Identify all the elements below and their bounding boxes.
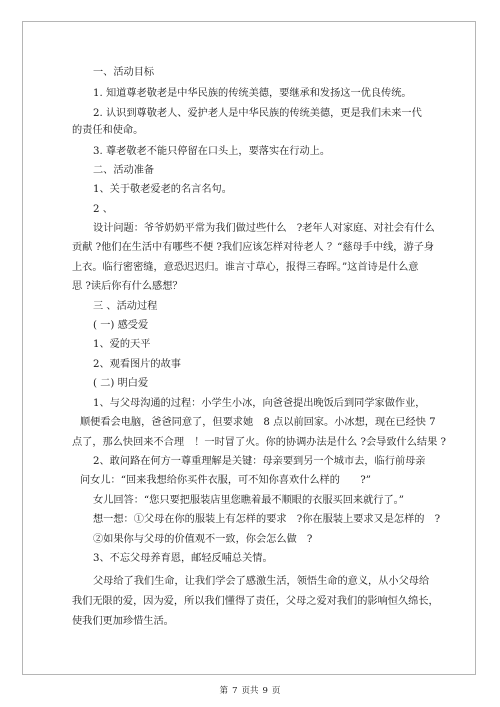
goal-2-cont: 的责任和使命。 (72, 125, 144, 136)
understand-1-cont-2: 点了，那么快回来不合理 ！一时冒了火。你的协调办法是什么 ?会导致什么结果 ? (72, 437, 446, 448)
think-1: 想一想：①父母在你的服装上有怎样的要求 ?你在服装上要求又是怎样的 ? (93, 514, 441, 525)
current-page-number: 7 (232, 686, 238, 696)
heading-prep: 二、活动准备 (93, 165, 155, 176)
think-2: ②如果你与父母的价值观不一致，你会怎么做 ? (93, 534, 313, 545)
footer-mid: 页共 (241, 686, 259, 696)
heading-process: 三 、活动过程 (93, 301, 158, 312)
understand-2: 2、敢问路在何方一尊重理解是关键：母亲要到另一个城市去，临行前母亲 (93, 456, 426, 467)
design-question: 设计问题：爷爷奶奶平常为我们做过些什么 ?老年人对家庭、对社会有什么 (93, 223, 435, 234)
daughter-answer: 女儿回答：“您只要把服装店里您瞧着最不顺眼的衣服买回来就行了。” (93, 495, 404, 506)
total-page-count: 9 (262, 686, 268, 696)
design-question-cont-3: 思 ?读后你有什么感想？ (72, 281, 183, 292)
goal-1: 1. 知道尊老敬老是中华民族的传统美德，要继承和发扬这一优良传统。 (93, 88, 412, 99)
heading-goals: 一、活动目标 (93, 67, 155, 78)
prep-1: 1、关于敬老爱老的名言名句。 (93, 184, 232, 195)
feel-love-2: 2、观看图片的故事 (93, 359, 181, 370)
closing-2: 我们无限的爱，因为爱，所以我们懂得了责任，父母之爱对我们的影响恒久绵长， (72, 596, 439, 607)
understand-2-cont: 问女儿：“回来我想给你买件衣服，可不知你喜欢什么样的 ?” (80, 475, 371, 486)
page-footer (0, 686, 500, 696)
subheading-understand-love: ( 二) 明白爱 (93, 378, 149, 389)
prep-2: 2 、 (93, 204, 113, 215)
goal-3: 3. 尊老敬老不能只停留在口头上，要落实在行动上。 (93, 146, 331, 157)
feel-love-1: 1、爱的天平 (93, 339, 151, 350)
design-question-cont-1: 贡献 ?他们在生活中有哪些不便 ?我们应该怎样对待老人 ？“慈母手中线，游子身 (72, 242, 435, 253)
understand-1: 1、与父母沟通的过程：小学生小冰，向爸爸提出晚饭后到同学家做作业， (93, 398, 426, 409)
subheading-feel-love: ( 一) 感受爱 (93, 320, 149, 331)
footer-suffix: 页 (271, 686, 281, 696)
closing-1: 父母给了我们生命，让我们学会了感激生活，领悟生命的意义，从小父母给 (93, 576, 430, 587)
understand-3: 3、不忘父母养育恩，邮轻反哺总关情。 (93, 553, 273, 564)
closing-3: 使我们更加珍惜生活。 (72, 616, 174, 627)
understand-1-cont-1: 顺便看会电脑，爸爸同意了，但要求她 8 点以前回家。小冰想，现在已经快 7 (80, 417, 436, 428)
design-question-cont-2: 上衣。临行密密缝，意恐迟迟归。谁言寸草心，报得三春晖。”这首诗是什么意 (72, 262, 419, 273)
goal-2: 2. 认识到尊敬老人、爱护老人是中华民族的传统美德，更是我们未来一代 (93, 108, 422, 119)
footer-prefix: 第 (219, 686, 229, 696)
